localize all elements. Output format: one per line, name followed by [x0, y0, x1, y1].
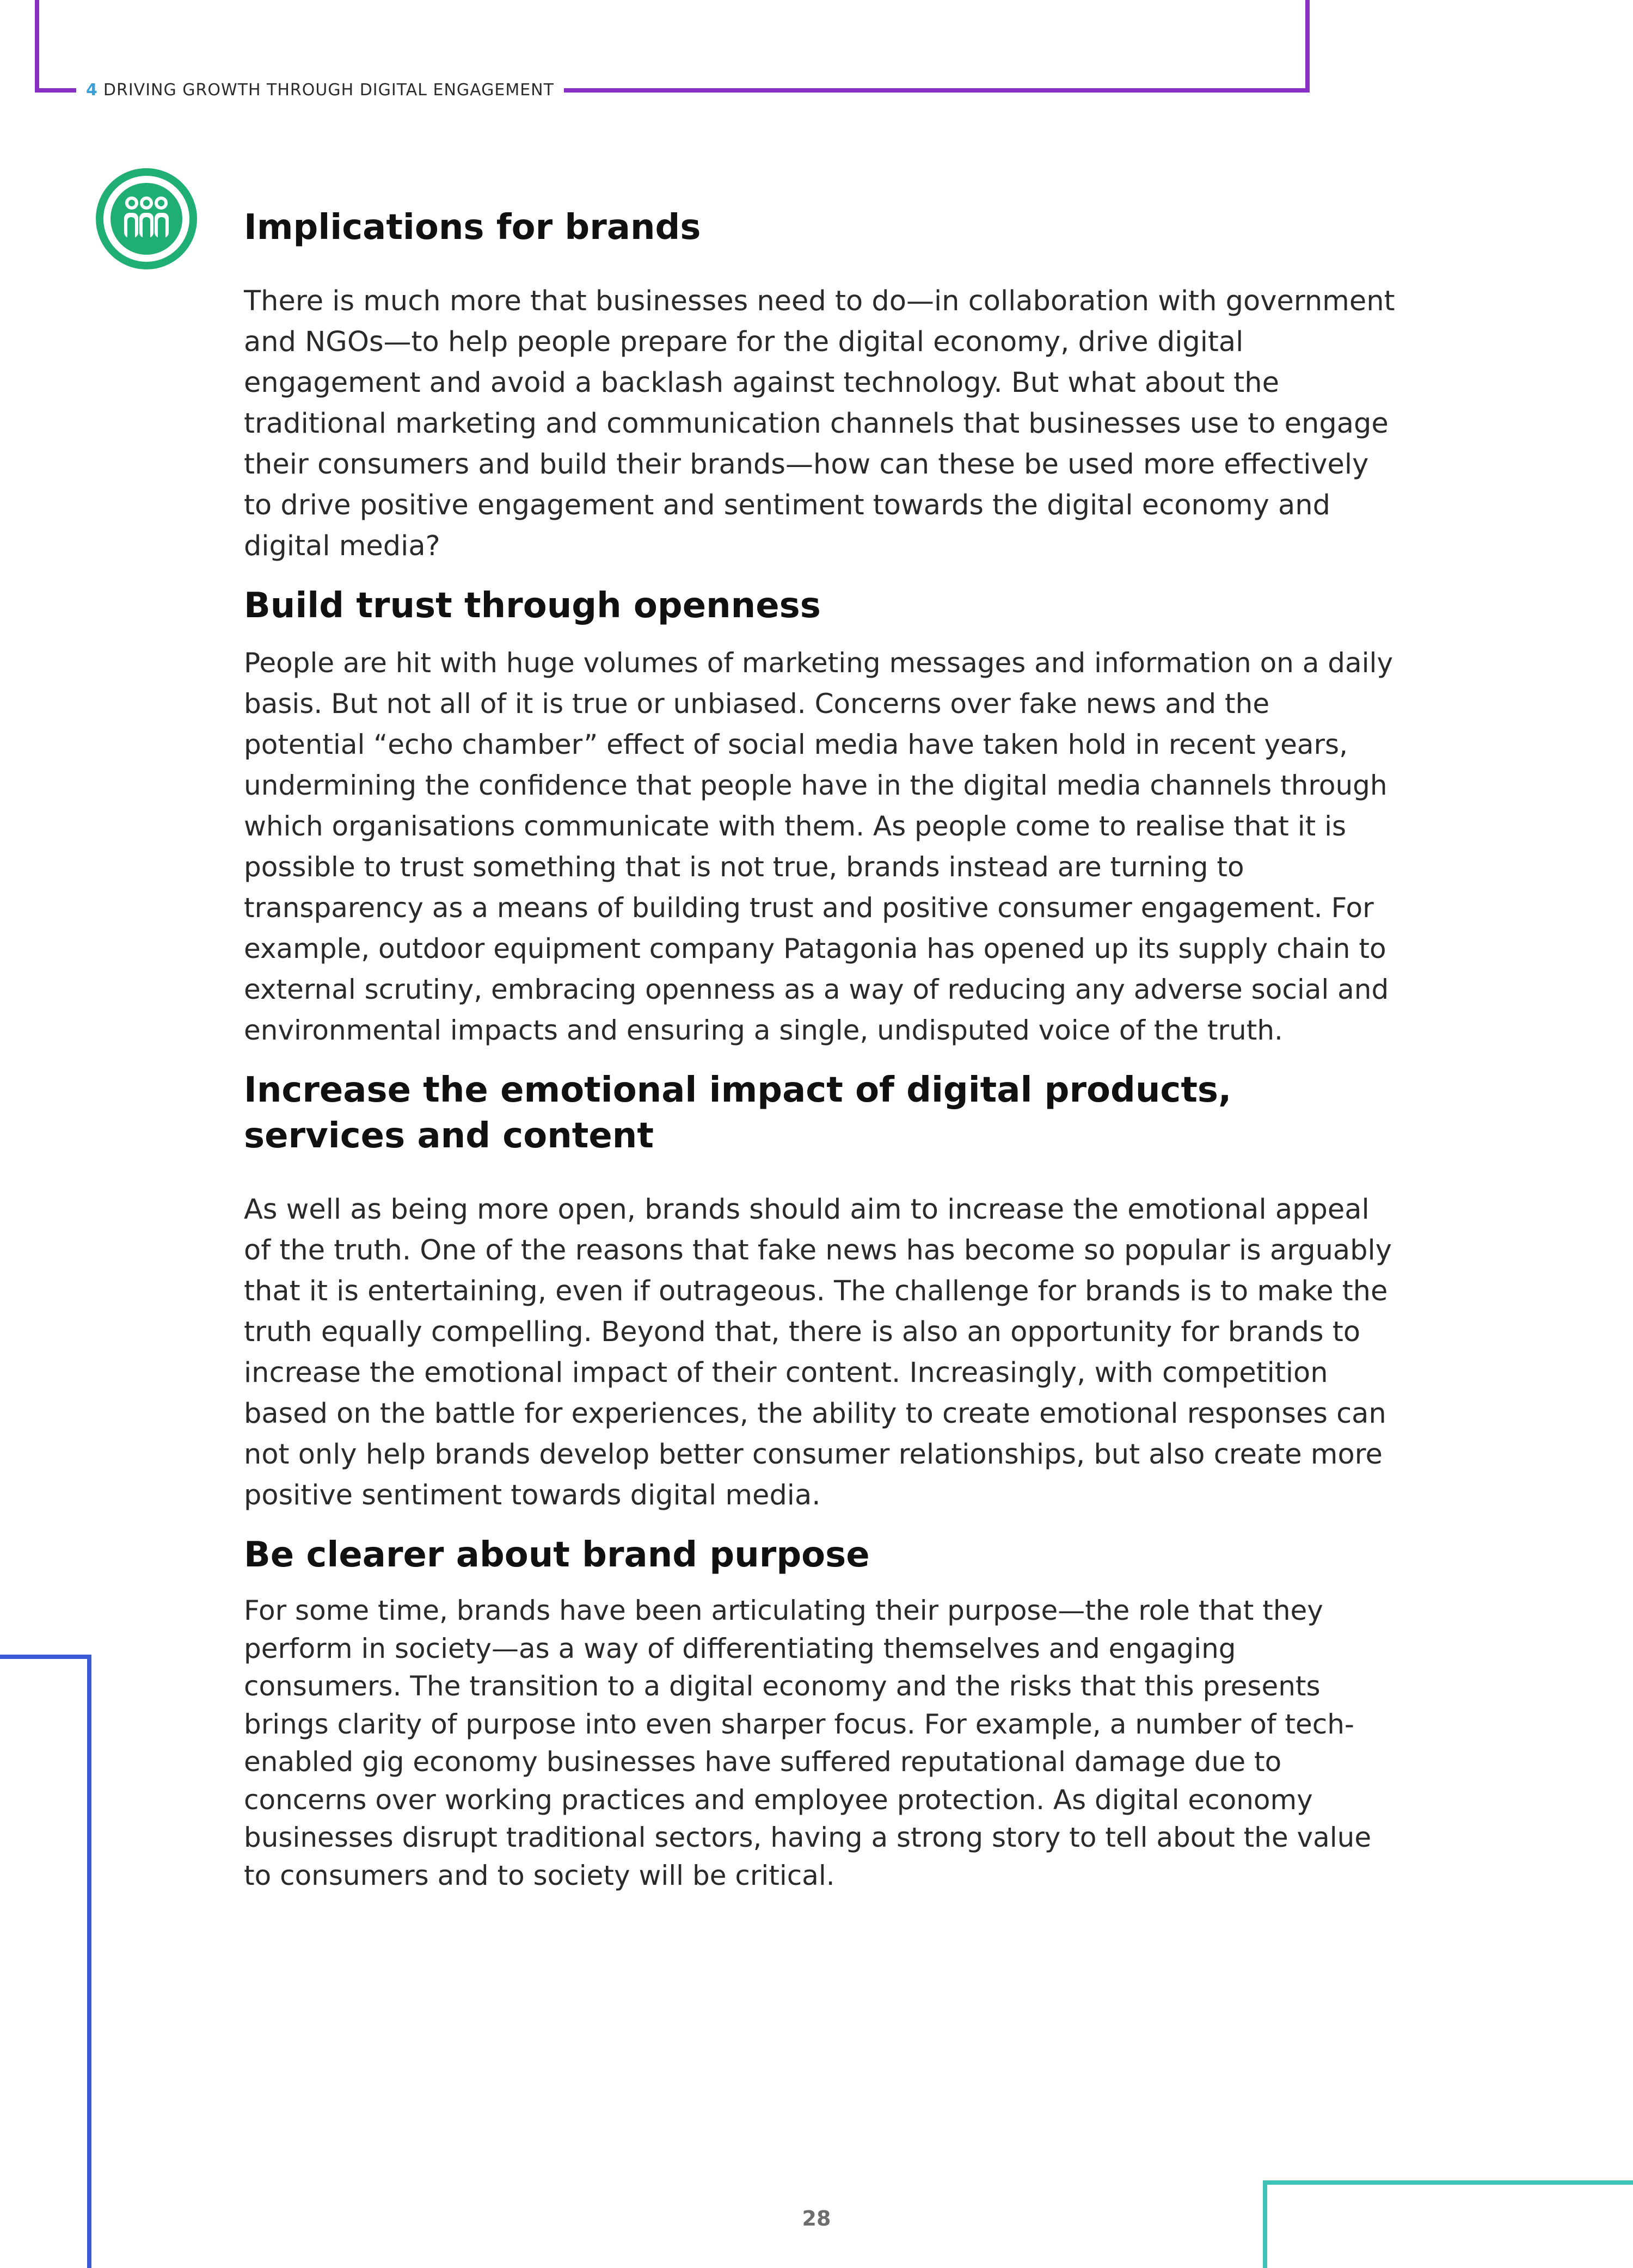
section-body-emotional: As well as being more open, brands should aim to increase the emotional appeal of the truth. One of the reasons that fake news has become so popular is arguably that it is entertaining, even if outrageous. The challenge for brands is to make the truth equally compelling. Beyond that, there is also an opportunity for brands to increase the emotional impact of their content. Increasingly, with competition based on the battle for experiences, the ability to create emotional responses can not only help brands develop better consumer relationships, but also create more positive sentiment towards digital media. — [244, 1194, 1392, 1511]
section-heading-purpose: Be clearer about brand purpose — [244, 1535, 870, 1575]
section-title: DRIVING GROWTH THROUGH DIGITAL ENGAGEMENT — [103, 81, 554, 100]
section-heading-trust: Build trust through openness — [244, 586, 821, 626]
section-header — [76, 81, 564, 100]
people-group-icon — [94, 166, 199, 272]
article-content — [244, 205, 1398, 1895]
section-body-trust: People are hit with huge volumes of marketing messages and information on a daily basis. But not all of it is true or unbiased. Concerns over fake news and the potential “echo chamber” effect of social media have taken hold in recent years, undermining the confidence that people have in the digital media channels through which organisations communicate with them. As people come to realise that it is possible to trust something that is not true, brands instead are turning to transparency as a means of building trust and positive consumer engagement. For example, outdoor equipment company Patagonia has opened up its supply chain to external scrutiny, embracing openness as a way of reducing any adverse social and environmental impacts and ensuring a single, undisputed voice of the truth. — [244, 647, 1393, 1046]
section-body-purpose: For some time, brands have been articulating their purpose—the role that they perform in society—as a way of differentiating themselves and engaging consumers. The transition to a digital economy and the risks that this presents brings clarity of purpose into even sharper focus. For example, a number of tech-enabled gig economy businesses have suffered reputational damage due to concerns over working practices and employee protection. As digital economy businesses disrupt traditional sectors, having a strong story to tell about the value to consumers and to society will be critical. — [244, 1595, 1372, 1891]
section-number: 4 — [86, 81, 98, 100]
page-number: 28 — [802, 2206, 831, 2230]
section-heading-implications: Implications for brands — [244, 207, 701, 248]
section-body-implications: There is much more that businesses need to do—in collaboration with government and NGOs—to help people prepare for the digital economy, drive digital engagement and avoid a backlash against technology. But what about the traditional marketing and communication channels that businesses use to engage their consumers and build their brands—how can these be used more effectively to drive positive engagement and sentiment towards the digital economy and digital media? — [244, 285, 1395, 562]
section-heading-emotional: Increase the emotional impact of digital products, services and content — [244, 1070, 1232, 1156]
top-frame-border — [35, 0, 1310, 93]
left-frame-border — [0, 1655, 91, 2268]
